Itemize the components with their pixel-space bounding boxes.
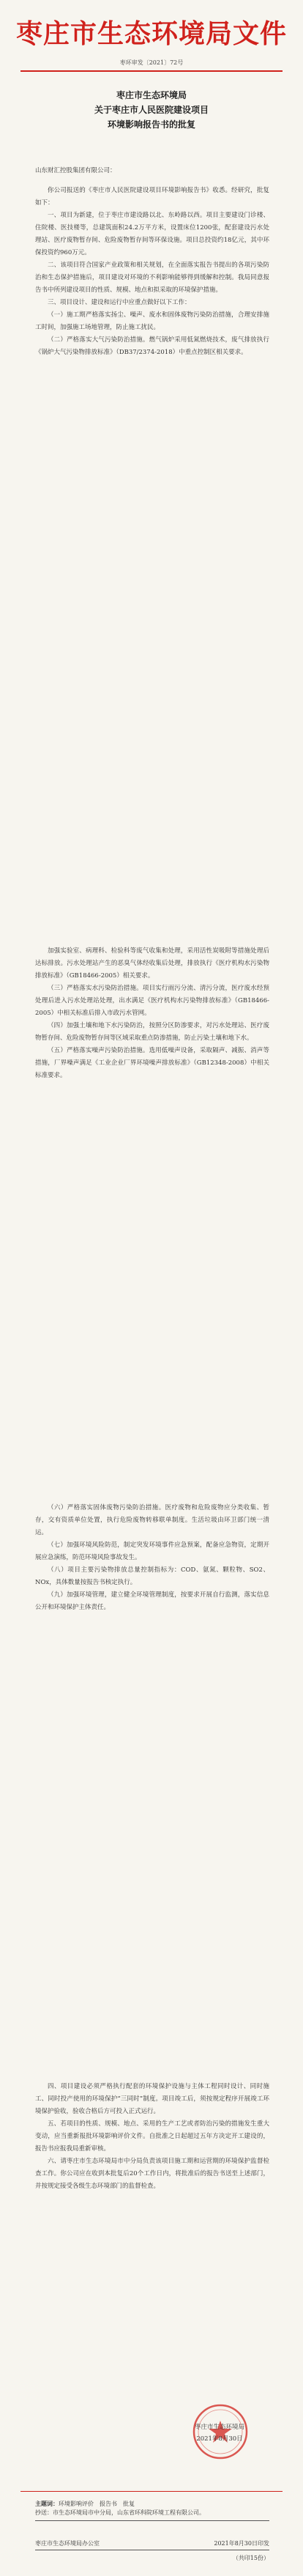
document-number: 枣环审发〔2021〕72号 — [119, 59, 184, 66]
body-section-3 — [35, 1502, 269, 1614]
paragraph: 一、项目为新建，位于枣庄市建设路以北、东岭路以西。项目主要建设门诊楼、住院楼、医技楼等，总建筑面积24.2万平方米，设置床位1200张，配套建设污水处理站、医疗废物暂存间、危险废物暂存间等环保设施。项目总投资约18亿元，其中环保投资约960万元。 — [35, 212, 269, 256]
issuing-office: 枣庄市生态环境局办公室 — [35, 2540, 100, 2547]
paragraph: 六、请枣庄市生态环境局市中分局负责该项目施工期和运营期的环境保护监督检查工作。你公司应在收到本批复后20个工作日内，将批准后的报告书送至上述部门，并按规定接受各级生态环境部门的监督检查。 — [35, 2158, 269, 2190]
paragraph: （九）加强环境管理，建立健全环境管理制度，按要求开展自行监测，落实信息公开和环境保护主体责任。 — [35, 1591, 269, 1611]
footer-divider — [35, 2520, 269, 2521]
title-line-1: 枣庄市生态环境局 — [116, 90, 187, 100]
body-section-4 — [35, 2081, 269, 2193]
body-section-2 — [35, 945, 269, 1082]
copies-count: （共印15份） — [232, 2555, 269, 2561]
paragraph: 二、该项目符合国家产业政策和相关规划，在全面落实报告书提出的各项污染防治和生态保护措施后，项目建设对环境的不利影响能够得到缓解和控制。我局同意报告书中所列建设项目的性质、规模、地点和拟采取的环境保护措施。 — [35, 262, 269, 294]
paragraph: （四）加强土壤和地下水污染防治，按照分区防渗要求，对污水处理站、医疗废物暂存间、危险废物暂存间等区域采取重点防渗措施，防止污染土壤和地下水。 — [35, 1022, 269, 1042]
paragraph: 加强实验室、病理科、检验科等废气收集和处理，采用活性炭吸附等措施处理后达标排放。污水处理站产生的恶臭气体经收集后处理，排放执行《医疗机构水污染物排放标准》（GB18466-2005）相关要求。 — [35, 947, 269, 980]
paragraph: 三、项目设计、建设和运行中应重点做好以下工作： — [48, 299, 191, 306]
salutation: 山东财汇控股集团有限公司： — [35, 167, 116, 174]
print-date: 2021年8月30日印发 — [214, 2540, 269, 2547]
header-red-rule — [20, 70, 283, 72]
paragraph: （一）施工期严格落实扬尘、噪声、废水和固体废物污染防治措施，合理安排施工时间，加强施工场地管理，防止施工扰民。 — [35, 311, 269, 331]
paragraph: （七）加强环境风险防范，制定突发环境事件应急预案，配备应急物资，定期开展应急演练，防范环境风险事故发生。 — [35, 1541, 269, 1561]
subject-terms-row — [35, 2500, 269, 2508]
print-info-row — [35, 2539, 269, 2547]
paragraph: 你公司报送的《枣庄市人民医院建设项目环境影响报告书》收悉。经研究，批复如下： — [35, 187, 269, 207]
sign-off — [176, 2421, 263, 2445]
issue-date: 2021年8月30日 — [196, 2435, 243, 2443]
subject-label: 主题词： — [35, 2500, 59, 2507]
body-section-1 — [35, 185, 269, 359]
paragraph: （三）严格落实水污染防治措施。项目实行雨污分流、清污分流，医疗废水经预处理后进入污水处理站处理，出水满足《医疗机构水污染物排放标准》（GB18466-2005）中相关标准后排入市政污水管网。 — [35, 985, 269, 1017]
paragraph: （五）严格落实噪声污染防治措施。选用低噪声设备，采取隔声、减振、消声等措施，厂界噪声满足《工业企业厂界环境噪声排放标准》（GB12348-2008）中相关标准要求。 — [35, 1047, 269, 1079]
paragraph: （二）严格落实大气污染防治措施。燃气锅炉采用低氮燃烧技术，废气排放执行《锅炉大气污染物排放标准》（DB37/2374-2018）中重点控制区相关要求。 — [35, 336, 269, 356]
footer-rule — [20, 2491, 283, 2492]
paragraph: 五、若项目的性质、规模、地点、采用的生产工艺或者防治污染的措施发生重大变动，应当重新报批环境影响评价文件。自批准之日起超过五年方决定开工建设的，报告书应报我局重新审核。 — [35, 2120, 269, 2153]
paragraph: （八）项目主要污染物排放总量控制指标为：COD、氨氮、颗粒物、SO2、NOx，具体数量按报告书核定执行。 — [35, 1566, 269, 1586]
paragraph: （六）严格落实固体废物污染防治措施。医疗废物和危险废物应分类收集、暂存，交有资质单位处置，执行危险废物转移联单制度。生活垃圾由环卫部门统一清运。 — [35, 1504, 269, 1536]
issuer-name: 枣庄市生态环境局 — [194, 2424, 244, 2431]
document-title — [0, 88, 303, 132]
org-header-title: 枣庄市生态环境局文件 — [15, 19, 287, 49]
paragraph: 四、项目建设必须严格执行配套的环境保护设施与主体工程同时设计、同时施工、同时投产使用的环境保护“三同时”制度。项目竣工后，须按规定程序开展竣工环境保护验收，验收合格后方可投入正式运行。 — [35, 2083, 269, 2115]
cc-line: 抄送：市生态环境局市中分局，山东省环科院环境工程有限公司。 — [35, 2509, 205, 2516]
subject-terms: 环境影响评价 报告书 批复 — [59, 2501, 135, 2507]
title-line-2: 关于枣庄市人民医院建设项目 — [94, 105, 209, 115]
title-line-3: 环境影响报告书的批复 — [107, 119, 195, 130]
